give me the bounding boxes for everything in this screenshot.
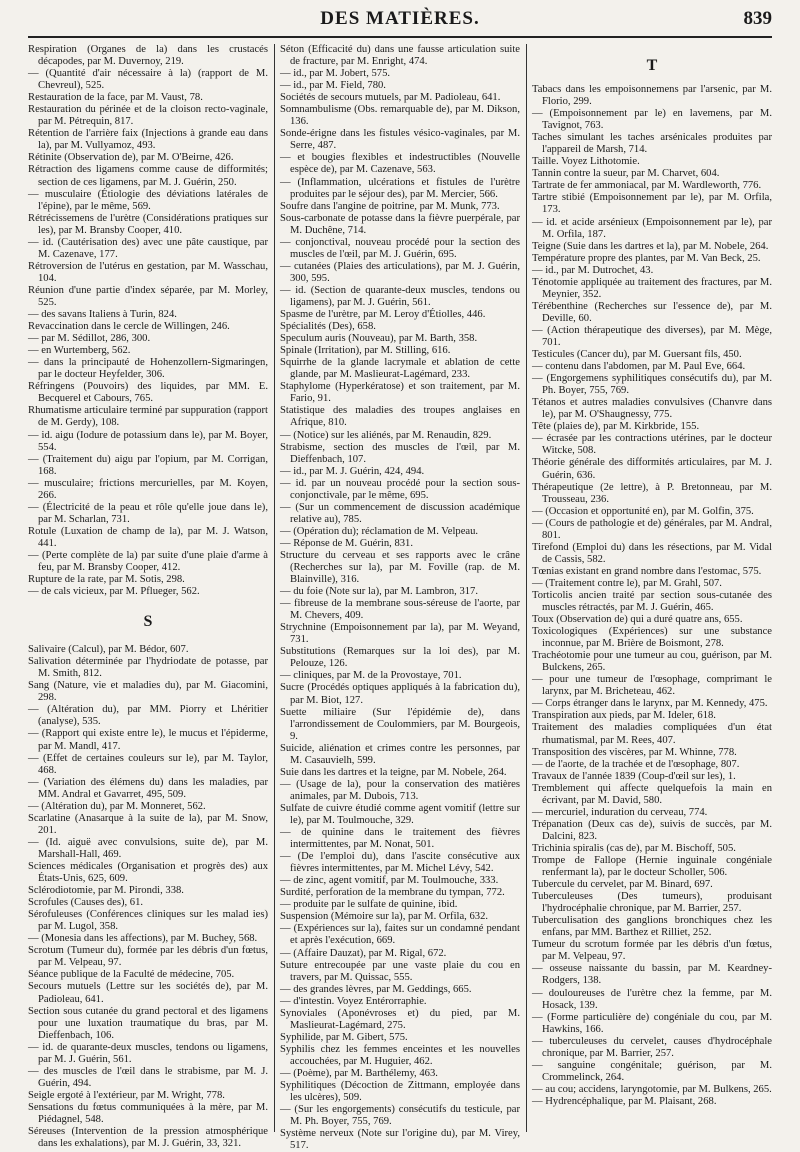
index-entry: Tuberculeuses (Des tumeurs), produisant l'hydrocéphalie chronique, par M. Barrier, 257.	[532, 891, 772, 915]
index-entry: — par M. Sédillot, 286, 300.	[28, 333, 151, 345]
index-entry: Restauration de la face, par M. Vaust, 78.	[28, 92, 203, 104]
index-entry: — produite par le sulfate de quinine, ibid.	[280, 899, 458, 911]
index-entry: — id., par M. J. Guérin, 424, 494.	[280, 465, 425, 477]
index-entry: — Corps étranger dans le larynx, par M. Kennedy, 475.	[532, 698, 768, 710]
index-entry: — (Notice) sur les aliénés, par M. Renaudin, 829.	[280, 429, 492, 441]
index-entry: Substitutions (Remarques sur la loi des), par M. Pelouze, 126.	[280, 646, 520, 670]
index-entry: — au cou; accidens, laryngotomie, par M. Bulkens, 265.	[532, 1083, 772, 1095]
index-entry: — contenu dans l'abdomen, par M. Paul Eve, 664.	[532, 361, 746, 373]
index-entry: Trichinia spiralis (cas de), par M. Bischoff, 505.	[532, 842, 736, 854]
index-entry: Strychnine (Empoisonnement par la), par M. Weyand, 731.	[280, 622, 520, 646]
page-number: 839	[743, 8, 772, 29]
index-entry: — (Traitement du) aigu par l'opium, par M. Corrigan, 168.	[28, 453, 268, 477]
index-entry: — musculaire; frictions mercurielles, par M. Koyen, 266.	[28, 477, 268, 501]
index-entry: Tuberculisation des ganglions bronchiques chez les enfans, par MM. Barthez et Rilliet, 252.	[532, 915, 772, 939]
index-entry: — cliniques, par M. de la Provostaye, 701.	[280, 670, 462, 682]
index-entry: Section sous cutanée du grand pectoral et des ligamens pour une luxation traumatique du bras, par M. Dieffenbach, 106.	[28, 1005, 268, 1041]
index-entry: Théorie générale des difformités articulaires, par M. J. Guérin, 636.	[532, 457, 772, 481]
index-entry: Trépanation (Deux cas de), suivis de succès, par M. Dalcini, 823.	[532, 818, 772, 842]
index-entry: — id., par M. Dutrochet, 43.	[532, 264, 654, 276]
index-entry: Staphylome (Hyperkératose) et son traitement, par M. Fario, 91.	[280, 381, 520, 405]
index-entry: Statistique des maladies des troupes anglaises en Afrique, 810.	[280, 405, 520, 429]
index-entry: — id. (Section de quarante-deux muscles, tendons ou ligamens), par M. J. Guérin, 561.	[280, 284, 520, 308]
index-entry: — de cals vicieux, par M. Pflueger, 562.	[28, 586, 200, 598]
index-entry: — (Altération du), par MM. Piorry et Lhéritier (analyse), 535.	[28, 704, 268, 728]
index-entry: — id. et acide arsénieux (Empoisonnement par le), par M. Orfila, 187.	[532, 216, 772, 240]
index-entry: — (Traitement contre le), par M. Grahl, 507.	[532, 577, 722, 589]
index-entry: Sclérodiotomie, par M. Pirondi, 338.	[28, 885, 184, 897]
index-entry: Tubercule du cervelet, par M. Binard, 697.	[532, 879, 713, 891]
index-entry: — et bougies flexibles et indestructibles (Nouvelle espèce de), par M. Cazenave, 563.	[280, 152, 520, 176]
index-entry: Tête (plaies de), par M. Kirkbride, 155.	[532, 421, 700, 433]
index-entry: — (Occasion et opportunité en), par M. Golfin, 375.	[532, 505, 754, 517]
index-entry: Tœnias existant en grand nombre dans l'estomac, 575.	[532, 565, 762, 577]
index-entry: Soufre dans l'angine de poitrine, par M. Munk, 773.	[280, 200, 500, 212]
index-entry: — douloureuses de l'urètre chez la femme, par M. Hosack, 139.	[532, 987, 772, 1011]
index-entry: Suie dans les dartres et la teigne, par M. Nobele, 264.	[280, 766, 507, 778]
page-title: DES MATIÈRES.	[320, 8, 480, 29]
index-entry: Salivaire (Calcul), par M. Bédor, 607.	[28, 644, 189, 656]
index-entry: — de l'aorte, de la trachée et de l'œsophage, 807.	[532, 758, 740, 770]
index-entry: Rétroversion de l'utérus en gestation, par M. Wasschau, 104.	[28, 260, 268, 284]
index-entry: Rétention de l'arrière faix (Injections à grande eau dans la), par M. Vullyamoz, 493.	[28, 128, 268, 152]
index-entry: — (Variation des élémens du) dans les maladies, par MM. Andral et Gavarret, 495, 509.	[28, 776, 268, 800]
index-entry: — (Empoisonnement par le) en lavemens, par M. Tavignot, 763.	[532, 108, 772, 132]
index-entry: Torticolis ancien traité par section sous-cutanée des muscles rétractés, par M. J. Guérin, 465.	[532, 589, 772, 614]
index-entry: Trompe de Fallope (Hernie inguinale congéniale renfermant la), par le docteur Scholler, 506.	[532, 855, 772, 879]
index-entry: — mercuriel, induration du cerveau, 774.	[532, 806, 708, 818]
index-entry: — (Monesia dans les affections), par M. Buchey, 568.	[28, 933, 258, 945]
index-entry: Taches simulant les taches arsénicales produites par l'appareil de Marsh, 714.	[532, 132, 772, 156]
index-entry: Travaux de l'année 1839 (Coup-d'œil sur les), 1.	[532, 770, 736, 782]
column-divider-1	[274, 44, 275, 1132]
index-entry: Tabacs dans les empoisonnemens par l'arsenic, par M. Florio, 299.	[532, 84, 772, 108]
index-entry: Rupture de la rate, par M. Sotis, 298.	[28, 574, 185, 586]
index-entry: — (Sur les engorgements) consécutifs du testicule, par M. Ph. Boyer, 755, 769.	[280, 1104, 520, 1128]
index-entry: — (Opération du); réclamation de M. Velpeau.	[280, 525, 479, 537]
index-entry: — (Cours de pathologie et de) générales, par M. Andral, 801.	[532, 517, 772, 541]
index-entry: Tremblement qui affecte quelquefois la main en écrivant, par M. David, 580.	[532, 782, 772, 806]
index-entry: — du foie (Note sur la), par M. Lambron, 317.	[280, 586, 478, 598]
index-entry: — d'intestin. Voyez Entérorraphie.	[280, 995, 427, 1007]
index-entry: — id. par un nouveau procédé pour la section sous-conjonctivale, par le même, 695.	[280, 477, 520, 501]
index-entry: — id. (Cautérisation des) avec une pâte caustique, par M. Cazenave, 177.	[28, 236, 268, 260]
index-entry: Seigle ergoté à l'extérieur, par M. Wright, 778.	[28, 1089, 225, 1101]
index-entry: Surdité, perforation de la membrane du tympan, 772.	[280, 887, 505, 899]
index-entry: Revaccination dans le cercle de Willingen, 246.	[28, 321, 230, 333]
page-header	[28, 6, 772, 38]
index-entry: — pour une tumeur de l'œsophage, comprimant le larynx, par M. Bricheteau, 462.	[532, 674, 772, 698]
index-entry: — (Perte complète de la) par suite d'une plaie d'arme à feu, par M. Bransby Cooper, 412.	[28, 549, 268, 574]
index-entry: Traitement des maladies compliquées d'un état rhumatismal, par M. Rees, 407.	[532, 722, 772, 746]
index-entry: — de zinc, agent vomitif, par M. Toulmouche, 333.	[280, 875, 499, 887]
index-entry: Suture entrecoupée par une vaste plaie du cou en travers, par M. Quissac, 555.	[280, 959, 520, 983]
index-entry: Testicules (Cancer du), par M. Guersant fils, 450.	[532, 349, 742, 361]
index-entry: Transposition des viscères, par M. Whinne, 778.	[532, 746, 737, 758]
index-entry: Tannin contre la sueur, par M. Charvet, 604.	[532, 168, 720, 180]
index-entry: — (Effet de certaines couleurs sur le), par M. Taylor, 468.	[28, 752, 268, 776]
index-entry: — fibreuse de la membrane sous-séreuse de l'aorte, par M. Chevers, 409.	[280, 598, 520, 622]
index-entry: — (Rapport qui existe entre le), le mucus et l'épiderme, par M. Mandl, 417.	[28, 728, 268, 752]
index-entry: Syphilis chez les femmes enceintes et les nouvelles accouchées, par M. Huguier, 462.	[280, 1043, 520, 1067]
index-entry: Trachéotomie pour une tumeur au cou, guérison, par M. Bulckens, 265.	[532, 650, 772, 674]
index-columns	[28, 44, 772, 1152]
index-entry: Scrotum (Tumeur du), formée par les débris d'un fœtus, par M. Velpeau, 97.	[28, 945, 268, 969]
index-entry: — (Action thérapeutique des diverses), par M. Mège, 701.	[532, 324, 772, 348]
index-entry: — id. de quarante-deux muscles, tendons ou ligamens, par M. J. Guérin, 561.	[28, 1041, 268, 1065]
index-entry: — (Id. aiguë avec convulsions, suite de), par M. Marshall-Hall, 469.	[28, 836, 268, 860]
index-entry: Secours mutuels (Lettre sur les sociétés de), par M. Padioleau, 641.	[28, 981, 268, 1005]
index-entry: Température propre des plantes, par M. Van Beck, 25.	[532, 252, 761, 264]
index-entry: Sérofuleuses (Conférences cliniques sur les malad ies) par M. Lugol, 358.	[28, 909, 268, 933]
index-entry: Structure du cerveau et ses rapports avec le crâne (Recherches sur la), par M. Foville (rap. de M. Blainville), 316.	[280, 549, 520, 586]
index-entry: — de quinine dans le traitement des fièvres intermittentes, par M. Nonat, 501.	[280, 827, 520, 851]
index-entry: Sang (Nature, vie et maladies du), par M. Giacomini, 298.	[28, 680, 268, 704]
index-entry: Spécialités (Des), 658.	[280, 321, 376, 333]
index-entry: — conjonctival, nouveau procédé pour la section des muscles de l'œil, par M. J. Guérin, 695.	[280, 236, 520, 260]
index-entry: Tartrate de fer ammoniacal, par M. Wardleworth, 776.	[532, 180, 762, 192]
index-entry: Toxicologiques (Expériences) sur une substance inconnue, par M. Brière de Boismont, 278.	[532, 626, 772, 650]
index-column-2	[280, 44, 520, 1152]
index-entry: Speculum auris (Nouveau), par M. Barth, 358.	[280, 333, 478, 345]
index-entry: Séton (Efficacité du) dans une fausse articulation suite de fracture, par M. Enright, 474.	[280, 44, 520, 68]
index-entry: Transpiration aux pieds, par M. Ideler, 618.	[532, 710, 716, 722]
index-entry: Spasme de l'urètre, par M. Leroy d'Étiolles, 446.	[280, 309, 486, 321]
column-divider-2	[526, 44, 527, 1132]
index-entry: Séreuses (Intervention de la pression atmosphérique dans les exhalations), par M. J. Guérin, 33, 321.	[28, 1126, 268, 1150]
index-entry: — (Électricité de la peau et rôle qu'elle joue dans le), par M. Scharlan, 731.	[28, 501, 268, 525]
index-entry: — des savans Italiens à Turin, 824.	[28, 309, 177, 321]
index-entry: Suette miliaire (Sur l'épidémie de), dans l'arrondissement de Coulommiers, par M. Bourgeois, 9.	[280, 706, 520, 742]
index-entry: — id., par M. Jobert, 575.	[280, 68, 391, 80]
index-entry: Sous-carbonate de potasse dans la fièvre puerpérale, par M. Duchêne, 714.	[280, 212, 520, 236]
section-letter-s: S	[143, 613, 153, 631]
index-entry: — osseuse naissante du bassin, par M. Keardney-Rodgers, 138.	[532, 963, 772, 987]
index-entry: — (Engorgemens syphilitiques consécutifs du), par M. Ph. Boyer, 755, 769.	[532, 373, 772, 397]
index-entry: — écrasée par les contractions utérines, par le docteur Witcke, 508.	[532, 433, 772, 457]
index-entry: Ténotomie appliquée au traitement des fractures, par M. Meynier, 352.	[532, 276, 772, 300]
index-entry: Strabisme, section des muscles de l'œil, par M. Dieffenbach, 107.	[280, 441, 520, 465]
index-entry: Scrofules (Causes des), 61.	[28, 897, 144, 909]
index-entry: Sonde-érigne dans les fistules vésico-vaginales, par M. Serre, 487.	[280, 128, 520, 152]
index-entry: Sociétés de secours mutuels, par M. Padioleau, 641.	[280, 92, 501, 104]
index-entry: — cutanées (Plaies des articulations), par M. J. Guérin, 300, 595.	[280, 260, 520, 284]
index-entry: — (Expériences sur la), faites sur un condamné pendant et après l'exécution, 669.	[280, 923, 520, 947]
index-entry: — id. aigu (Iodure de potassium dans le), par M. Boyer, 554.	[28, 429, 268, 453]
index-entry: Rétraction des ligamens comme cause de difformités; section de ces ligamens, par M. J. Guérin, 250.	[28, 164, 268, 188]
index-entry: Suspension (Mémoire sur la), par M. Orfila, 632.	[280, 911, 489, 923]
index-entry: Spinale (Irritation), par M. Stilling, 616.	[280, 345, 451, 357]
index-entry: Réunion d'une partie d'index séparée, par M. Morley, 525.	[28, 284, 268, 308]
index-entry: Syphilitiques (Décoction de Zittmann, employée dans les ulcères), 509.	[280, 1080, 520, 1104]
index-entry: — en Wurtemberg, 562.	[28, 345, 131, 357]
index-entry: Squirrhe de la glande lacrymale et ablation de cette glande, par M. Maslieurat-Lagémard, 233.	[280, 357, 520, 381]
index-entry: — Hydrencéphalique, par M. Plaisant, 268.	[532, 1095, 717, 1107]
index-entry: — tuberculeuses du cervelet, causes d'hydrocéphale chronique, par M. Barrier, 257.	[532, 1035, 772, 1059]
index-entry: — (Forme particulière de) congéniale du cou, par M. Hawkins, 166.	[532, 1011, 772, 1035]
index-entry: Sensations du fœtus communiquées à la mère, par M. Piédagnel, 548.	[28, 1101, 268, 1125]
index-entry: Réfringens (Pouvoirs) des liquides, par MM. E. Becquerel et Cabours, 765.	[28, 381, 268, 405]
index-entry: Système nerveux (Note sur l'origine du), par M. Virey, 517.	[280, 1128, 520, 1152]
index-entry: — Réponse de M. Guérin, 831.	[280, 537, 413, 549]
index-entry: — (Usage de la), pour la conservation des matières animales, par M. Dubois, 713.	[280, 778, 520, 802]
index-column-3	[532, 44, 772, 1132]
index-entry: Tétanos et autres maladies convulsives (Chanvre dans le), par M. O'Shaugnessy, 775.	[532, 397, 772, 421]
index-entry: Rétinite (Observation de), par M. O'Beirne, 426.	[28, 152, 234, 164]
index-entry: — (Quantité d'air nécessaire à la) (rapport de M. Chevreul), 525.	[28, 68, 268, 92]
index-entry: Rétrécissemens de l'urètre (Considérations pratiques sur les), par M. Bransby Cooper, 410.	[28, 212, 268, 236]
index-entry: — des muscles de l'œil dans le strabisme, par M. J. Guérin, 494.	[28, 1065, 268, 1089]
index-entry: Tartre stibié (Empoisonnement par le), par M. Orfila, 173.	[532, 192, 772, 216]
index-entry: Syphilide, par M. Gibert, 575.	[280, 1031, 408, 1043]
index-entry: — (Altération du), par M. Monneret, 562.	[28, 800, 206, 812]
index-entry: Sulfate de cuivre étudié comme agent vomitif (lettre sur le), par M. Toulmouche, 329.	[280, 802, 520, 826]
index-entry: — (Poème), par M. Barthélemy, 463.	[280, 1067, 438, 1079]
index-entry: — musculaire (Étiologie des déviations latérales de l'épine), par le même, 569.	[28, 188, 268, 212]
index-entry: — sanguine congénitale; guérison, par M. Crommelinck, 264.	[532, 1059, 772, 1083]
index-entry: Suicide, aliénation et crimes contre les personnes, par M. Casauvielh, 599.	[280, 742, 520, 766]
index-entry: Térébenthine (Recherches sur l'essence de), par M. Deville, 60.	[532, 300, 772, 324]
index-entry: Synoviales (Aponévroses et) du pied, par M. Maslieurat-Lagémard, 275.	[280, 1007, 520, 1031]
index-entry: Tumeur du scrotum formée par les débris d'un fœtus, par M. Velpeau, 97.	[532, 939, 772, 963]
index-entry: — des grandes lèvres, par M. Geddings, 665.	[280, 983, 472, 995]
index-entry: Restauration du périnée et de la cloison recto-vaginale, par M. Pétrequin, 817.	[28, 104, 268, 128]
index-entry: Sucre (Procédés optiques appliqués à la fabrication du), par M. Biot, 127.	[280, 682, 520, 706]
index-entry: Rotule (Luxation de champ de la), par M. J. Watson, 441.	[28, 525, 268, 549]
index-entry: — (Affaire Dauzat), par M. Rigal, 672.	[280, 947, 447, 959]
index-entry: — dans la principauté de Hohenzollern-Sigmaringen, par le docteur Heyfelder, 306.	[28, 357, 268, 381]
index-entry: — (Inflammation, ulcérations et fistules de l'urètre produites par le séjour des), par M. Mercier, 566.	[280, 176, 520, 200]
index-entry: — (Sur un commencement de discussion académique relative au), 785.	[280, 501, 520, 525]
index-entry: Salivation déterminée par l'hydriodate de potasse, par M. Smith, 812.	[28, 656, 268, 680]
index-entry: — (De l'emploi du), dans l'ascite consécutive aux fièvres intermittentes, par M. Michel Lévy, 542.	[280, 851, 520, 875]
index-entry: Thérapeutique (2e lettre), à P. Bretonneau, par M. Trousseau, 236.	[532, 481, 772, 505]
index-column-1	[28, 44, 268, 1150]
index-entry: Teigne (Suie dans les dartres et la), par M. Nobele, 264.	[532, 240, 769, 252]
index-entry: — id., par M. Field, 780.	[280, 80, 386, 92]
index-entry: Tirefond (Emploi du) dans les résections, par M. Vidal de Cassis, 582.	[532, 541, 772, 565]
index-entry: Toux (Observation de) qui a duré quatre ans, 655.	[532, 614, 743, 626]
index-entry: Respiration (Organes de la) dans les crustacés décapodes, par M. Duvernoy, 219.	[28, 44, 268, 68]
index-entry: Taille. Voyez Lithotomie.	[532, 156, 640, 168]
index-entry: Rhumatisme articulaire terminé par suppuration (rapport de M. Gerdy), 108.	[28, 405, 268, 429]
index-entry: Scarlatine (Anasarque à la suite de la), par M. Snow, 201.	[28, 812, 268, 836]
section-letter-t: T	[646, 57, 658, 74]
index-entry: Sciences médicales (Organisation et progrès des) aux États-Unis, 625, 609.	[28, 861, 268, 885]
index-entry: Séance publique de la Faculté de médecine, 705.	[28, 969, 235, 981]
index-entry: Somnambulisme (Obs. remarquable de), par M. Dikson, 136.	[280, 104, 520, 128]
